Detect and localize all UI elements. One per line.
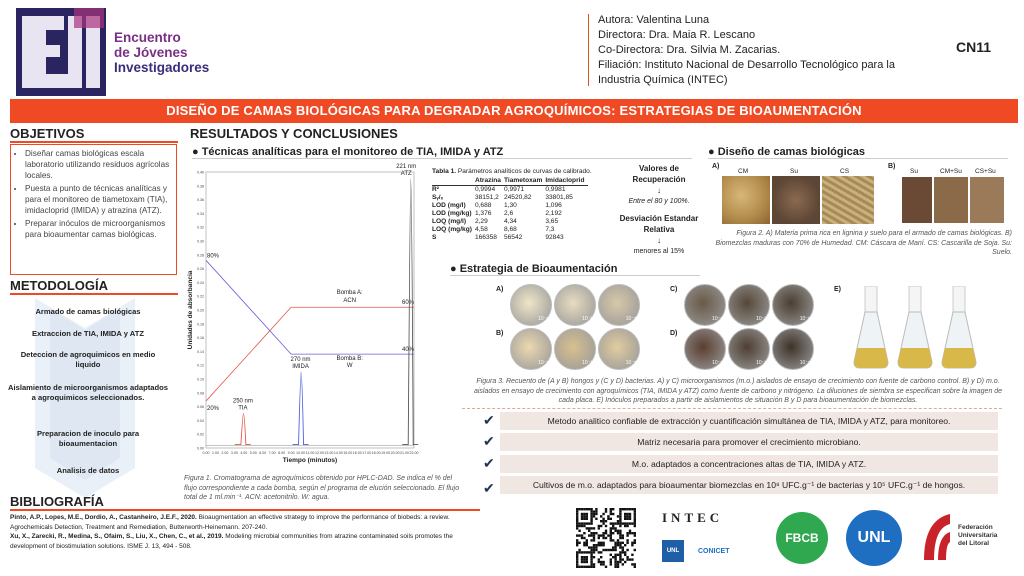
x-tick-label: 3.00 (230, 451, 238, 455)
y-tick-label: 0.16 (197, 336, 204, 341)
table-cell: 0,688 (474, 202, 492, 209)
table-cell: 33801,85 (545, 194, 573, 201)
table-cell: 56542 (503, 234, 523, 241)
peak-label: 221 nm (396, 163, 417, 170)
valores-panel (612, 163, 706, 257)
resultados-title: RESULTADOS Y CONCLUSIONES (190, 126, 398, 141)
metodo-step: Aislamiento de microorganismos adaptados a agroquimicos seleccionados. (8, 383, 168, 402)
unl-logo: UNL (846, 510, 902, 566)
y-tick-label: 0.00 (197, 446, 204, 451)
biomix-cssu-photo (970, 177, 1004, 223)
tecnicas-title: ● Técnicas analíticas para el monitoreo de TIA, IMIDA y ATZ (192, 146, 692, 159)
co-director: Co-Directora: Dra. Silvia M. Zacarias. (598, 44, 781, 56)
header-divider (588, 14, 589, 86)
fig2-label: Su (910, 168, 918, 175)
x-tick-label: 5.00 (249, 451, 257, 455)
pump-a-end-label: 60% (402, 300, 415, 307)
petri-dish (684, 284, 726, 326)
table-cell: 1,096 (545, 202, 562, 209)
peak-label: 270 nm (290, 357, 311, 364)
x-tick-label: 15.00 (343, 451, 353, 455)
table-cell: 1,30 (503, 202, 517, 209)
peak-label: ATZ (400, 170, 412, 177)
table-cell: 4,34 (503, 218, 517, 225)
fig2-label: CM+Su (940, 168, 962, 175)
y-tick-label: 0.30 (197, 239, 204, 244)
petri-dish (510, 328, 552, 370)
chromatogram-chart (182, 162, 422, 474)
table-cell: 1,376 (474, 210, 492, 217)
pump-b-start-label: 80% (207, 253, 220, 260)
table-cell: LOQ (mg/kg) (432, 226, 472, 233)
fig3-panel-label: D) (670, 330, 678, 337)
brand-line-1: Encuentro (114, 30, 181, 45)
y-tick-label: 0.18 (197, 322, 204, 327)
petri-dish (772, 328, 814, 370)
poster-code: CN11 (956, 39, 992, 55)
conicet-logo: CONICET (698, 548, 730, 555)
title-banner: DISEÑO DE CAMAS BIOLÓGICAS PARA DEGRADAR AGROQUÍMICOS: ESTRATEGIAS DE BIOAUMENTACIÓN (10, 99, 1018, 123)
dilution-label: 10⁻³ (582, 316, 592, 322)
federacion-logo-icon (920, 510, 954, 566)
objetivo-item: • Puesta a punto de técnicas analíticas y para el monitoreo de tiametoxam (TIA), imidacloprid (IMIDA) y atrazina (ATZ). (25, 183, 172, 216)
valores-range: Entre el 80 y 100%. (628, 198, 690, 205)
figure1-caption: Figura 1. Cromatograma de agroquímicos obtenido por HPLC-DAD. Se indica el % del flujo correspondiente a cada bomba, según el programa de elución seleccionado. El flujo total de 1 ml.min⁻¹. ACN: acetonitrilo. W: agua. (184, 475, 460, 501)
petri-dish (684, 328, 726, 370)
petri-dish (772, 284, 814, 326)
federacion-text: Federación Universitaria del Litoral (958, 524, 998, 547)
bibliography (10, 513, 480, 551)
pump-b-name: Bomba B: (336, 356, 363, 363)
petri-dish-grid (490, 280, 1010, 374)
peak-label: 250 nm (232, 398, 253, 405)
objetivo-item: • Diseñar camas biológicas escala laboratorio utilizando residuos agrícolas locales. (25, 148, 172, 181)
fig2-label-b: B) (888, 163, 896, 170)
x-tick-label: 17.00 (362, 451, 372, 455)
unl-small-logo: UNL (662, 540, 684, 562)
table1-grid (432, 177, 588, 242)
x-tick-label: 12.00 (314, 451, 324, 455)
fig2-label: CS+Su (975, 168, 996, 175)
pump-a-start-label: 20% (207, 406, 220, 413)
table1-header: Imidacloprid (545, 177, 587, 186)
table-row (432, 194, 588, 202)
x-tick-label: 19.00 (381, 451, 391, 455)
x-tick-label: 10.00 (296, 451, 306, 455)
flask-photo (940, 286, 978, 370)
dilution-label: 10⁻¹ (712, 316, 722, 322)
x-tick-label: 21.00 (400, 451, 410, 455)
check-icon: ✔ (483, 455, 495, 471)
y-tick-label: 0.04 (197, 418, 204, 423)
qr-code-icon[interactable] (576, 508, 636, 568)
x-tick-label: 9.00 (287, 451, 295, 455)
y-axis-label: Unidades de absorbancia (187, 270, 194, 350)
pump-b-solvent: W (346, 363, 353, 370)
x-tick-label: 11.00 (305, 451, 315, 455)
brand-line-2: de Jóvenes (114, 45, 188, 60)
fig2-label: CM (738, 168, 749, 175)
brand-title (114, 30, 209, 75)
dilution-label: 10⁻⁵ (799, 316, 810, 322)
check-icon: ✔ (483, 480, 495, 496)
table-cell: 24520,82 (503, 194, 532, 201)
metodologia-title: METODOLOGÍA (10, 278, 178, 295)
objetivos-title: OBJETIVOS (10, 126, 178, 143)
x-tick-label: 2.00 (221, 451, 229, 455)
y-tick-label: 0.10 (197, 377, 204, 382)
table-cell: 0,9971 (503, 186, 525, 193)
y-tick-label: 0.06 (197, 405, 204, 410)
biomix-cmsu-photo (934, 177, 968, 223)
dilution-label: 10⁻⁵ (799, 360, 810, 366)
x-tick-label: 18.00 (371, 451, 381, 455)
petri-dish (728, 284, 770, 326)
down-arrow-icon: ↓ (657, 186, 661, 195)
author: Autora: Valentina Luna (598, 14, 710, 26)
y-tick-label: 0.28 (197, 253, 204, 258)
intec-logo: INTEC (662, 510, 724, 525)
check-icon: ✔ (483, 433, 495, 449)
figure3-caption: Figura 3. Recuento de (A y B) hongos y (C y D) bacterias. A) y C) microorganismos (m.o.) aislados de ensayo de crecimiento con fuente de carbono control. B) y D) m.o. aislados en ensayo de crecimiento con agroquímicos (TIA, IMIDA y ATZ) como fuente de carbono y nitrógeno. La diluciones de siembra se especifican sobre la imagen de cada placa. E) Inóculos preparados a partir de aislamientos de situación B y D para bioaumentación de biomezclas. (473, 378, 1003, 404)
y-tick-label: 0.34 (197, 211, 204, 216)
petri-dish (598, 328, 640, 370)
desv-title: Desviación Estandar Relativa (619, 214, 699, 234)
valores-title: Valores de Recuperación (632, 164, 686, 184)
desv-value: menores al 15% (633, 248, 685, 255)
fig3-panel-label: B) (496, 330, 504, 337)
x-tick-label: 13.00 (324, 451, 334, 455)
table1-header (432, 177, 475, 186)
peak-label: TIA (238, 405, 248, 412)
biomix-su-photo (902, 177, 932, 223)
reference: Xu, X., Zarecki, R., Medina, S., Ofaim, S., Liu, X., Chen, C., et al., 2019. Modeling microbial communities from atrazine contaminated soils promotes the development of biostimulation solutions. ISME J. 13, 494 - 508. (10, 533, 453, 550)
fig3-panel-label: C) (670, 286, 678, 293)
fbcb-logo: FBCB (776, 512, 828, 564)
objetivos-list (10, 144, 177, 275)
metodo-step: Armado de camas biológicas (35, 307, 141, 316)
y-tick-label: 0.14 (197, 349, 204, 354)
dilution-label: 10⁻¹ (712, 360, 722, 366)
dilution-label: 10⁻⁵ (625, 360, 636, 366)
table-row (432, 210, 588, 218)
table-cell: 2,29 (474, 218, 488, 225)
table-row (432, 202, 588, 210)
table-cell: 3,65 (545, 218, 559, 225)
y-tick-label: 0.24 (197, 280, 204, 285)
fig2-label: CS (840, 168, 850, 175)
table-cell: 2,6 (503, 210, 514, 217)
dilution-label: 10⁻³ (756, 316, 766, 322)
y-tick-label: 0.12 (197, 363, 204, 368)
table1-caption: Tabla 1. Parámetros analíticos de curvas de calibrado. (432, 168, 592, 175)
flask-photo (896, 286, 934, 370)
table-cell: 7,3 (545, 226, 555, 233)
eji-logo (16, 8, 106, 96)
conclusion-item: Matriz necesaria para promover el crecimiento microbiano. (500, 433, 998, 451)
petri-dish (554, 284, 596, 326)
y-tick-label: 0.22 (197, 294, 204, 299)
table-cell: Sᵧ/ₓ (432, 194, 444, 201)
conclusion-item: M.o. adaptados a concentraciones altas de TIA, IMIDA y ATZ. (500, 455, 998, 473)
pump-b-end-label: 40% (402, 347, 415, 354)
objetivo-item: • Preparar inóculos de microorganismos para bioaumentar camas biológicas. (25, 218, 172, 240)
petri-dish (728, 328, 770, 370)
table-cell: 8,68 (503, 226, 517, 233)
director: Directora: Dra. Maia R. Lescano (598, 29, 756, 41)
table-cell: 0,9994 (474, 186, 496, 193)
fig2-label: Su (790, 168, 798, 175)
table-cell: 2,192 (545, 210, 562, 217)
fig3-panel-label: A) (496, 286, 504, 293)
y-tick-label: 0.38 (197, 184, 204, 189)
x-tick-label: 4.00 (240, 451, 248, 455)
table-cell: S (432, 234, 437, 241)
dilution-label: 10⁻¹ (538, 316, 548, 322)
table-cell: 38151,2 (474, 194, 499, 201)
soy-hull-photo (822, 176, 874, 224)
x-tick-label: 8.00 (278, 451, 286, 455)
dilution-label: 10⁻⁵ (625, 316, 636, 322)
table-row (432, 218, 588, 226)
diseno-title: ● Diseño de camas biológicas (708, 146, 1008, 159)
table-cell: R² (432, 186, 439, 193)
y-tick-label: 0.20 (197, 308, 204, 313)
x-tick-label: 7.00 (268, 451, 276, 455)
metodo-step: Analisis de datos (56, 466, 120, 475)
table-row (432, 226, 588, 234)
conclusion-item: Cultivos de m.o. adaptados para bioaumentar biomezclas en 10⁸ UFC.g⁻¹ de bacterias y 10⁵ UFC.g⁻¹ de hongos. (500, 476, 998, 494)
y-tick-label: 0.32 (197, 225, 204, 230)
peak-label: IMIDA (292, 364, 309, 371)
plot-area (206, 172, 414, 448)
x-axis-label: Tiempo (minutos) (282, 457, 338, 464)
pump-a-solvent: ACN (343, 298, 357, 305)
affiliation-1: Filiación: Instituto Nacional de Desarrollo Tecnológico para la (598, 59, 895, 71)
dilution-label: 10⁻¹ (538, 360, 548, 366)
table-cell: LOD (mg/l) (432, 202, 466, 209)
x-tick-label: 22.00 (409, 451, 419, 455)
x-tick-label: 6.00 (259, 451, 267, 455)
estrategia-title: ● Estrategia de Bioaumentación (450, 263, 700, 276)
figure2-caption: Figura 2. A) Materia prima rica en lignina y suelo para el armado de camas biológicas. B) Biomezclas maduras con 70% de Humedad. CM: Cáscara de Maní. CS: Cascarilla de Soja. Su: Suelo. (715, 230, 1012, 256)
divider (462, 408, 1002, 409)
table-cell: 92843 (545, 234, 564, 241)
table-cell: LOD (mg/kg) (432, 210, 472, 217)
y-tick-label: 0.08 (197, 391, 204, 396)
table-cell: 166358 (474, 234, 497, 241)
brand-line-3: Investigadores (114, 60, 210, 75)
fig2-label-a: A) (712, 163, 720, 170)
table1 (432, 168, 610, 242)
y-tick-label: 0.02 (197, 432, 204, 437)
down-arrow-icon: ↓ (657, 236, 661, 245)
pump-a-name: Bomba A: (336, 290, 363, 297)
flask-photo (852, 286, 890, 370)
x-tick-label: 0.00 (202, 451, 210, 455)
x-tick-label: 14.00 (333, 451, 343, 455)
affiliation-2: Industria Química (INTEC) (598, 74, 728, 86)
metodo-step: Preparacion de inoculo para bioaumentacion (36, 429, 140, 448)
metodo-step: Deteccion de agroquimicos en medio liquido (20, 350, 156, 369)
authors-block (598, 13, 895, 88)
dilution-label: 10⁻³ (756, 360, 766, 366)
y-tick-label: 0.36 (197, 198, 204, 203)
table-cell: 4,58 (474, 226, 488, 233)
petri-dish (510, 284, 552, 326)
x-tick-label: 20.00 (390, 451, 400, 455)
table1-header: Tiametoxam (504, 177, 545, 186)
reference: Pinto, A.P., Lopes, M.E., Dordio, A., Castanheiro, J.E.F., 2020. Bioaugmentation an effective strategy to improve the performance of biobeds: a review. Agrochemicals Detection, Treatment and Remediation, Butterworth-Heinemann. 207-240. (10, 514, 450, 531)
x-tick-label: 1.00 (211, 451, 219, 455)
y-tick-label: 0.40 (197, 170, 204, 175)
table-cell: 0,9981 (545, 186, 566, 193)
check-icon: ✔ (483, 412, 495, 428)
metodo-step: Extraccion de TIA, IMIDA y ATZ (32, 329, 144, 338)
table1-header: Atrazina (475, 177, 504, 186)
conclusion-item: Metodo analitico confiable de extracción y cuantificación simultánea de TIA, IMIDA y ATZ, para monitoreo. (500, 412, 998, 430)
bibliografia-title: BIBLIOGRAFÍA (10, 494, 480, 511)
table-cell: LOQ (mg/l) (432, 218, 467, 225)
table-row (432, 234, 588, 242)
y-tick-label: 0.26 (197, 267, 204, 272)
fig3-panel-label: E) (834, 286, 841, 293)
petri-dish (598, 284, 640, 326)
table-row (432, 186, 588, 195)
x-tick-label: 16.00 (352, 451, 362, 455)
petri-dish (554, 328, 596, 370)
peanut-shell-photo (722, 176, 770, 224)
dilution-label: 10⁻³ (582, 360, 592, 366)
soil-photo (772, 176, 820, 224)
